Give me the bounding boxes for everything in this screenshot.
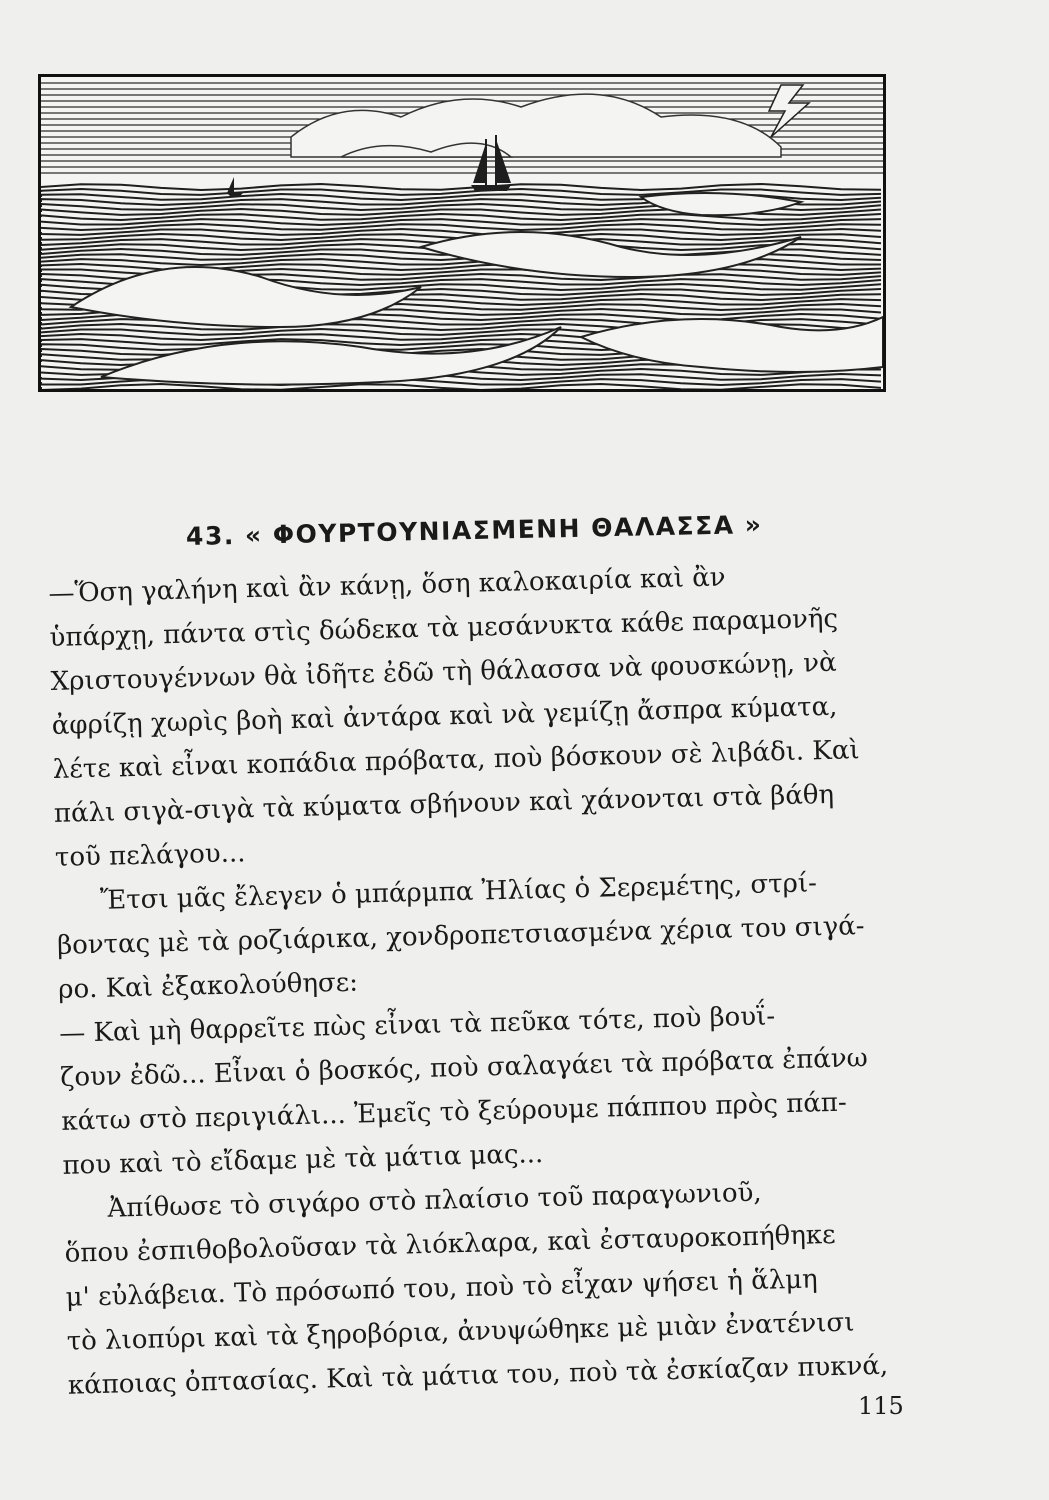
stormy-sea-illustration	[38, 74, 886, 392]
page-number: 115	[858, 1392, 904, 1420]
text-line: Χριστουγέννων θὰ ἰδῆτε ἐδῶ τὴ θάλασσα νὰ φουσκώνῃ, νὰ	[50, 647, 837, 697]
body-text	[48, 551, 928, 1408]
text-line: ὑπάρχῃ, πάντα στὶς δώδεκα τὰ μεσάνυκτα κάθε παραμονῆς	[49, 603, 839, 653]
text-line: πάλι σιγὰ-σιγὰ τὰ κύματα σβήνουν καὶ χάνονται στὰ βάθη	[53, 779, 835, 829]
text-line: που καὶ τὸ εἴδαμε μὲ τὰ μάτια μας...	[62, 1139, 544, 1181]
wave-crest-shape	[71, 267, 421, 327]
text-line: ἀφρίζῃ χωρὶς βοὴ καὶ ἀντάρα καὶ νὰ γεμίζῃ ἄσπρα κύματα,	[51, 691, 838, 741]
lightning-icon	[769, 85, 809, 137]
chapter-title: 43. « ΦΟΥΡΤΟΥΝΙΑΣΜΕΝΗ ΘΑΛΑΣΣΑ »	[185, 509, 763, 551]
text-line: — Καὶ μὴ θαρρεῖτε πὼς εἶναι τὰ πεῦκα τότε, ποὺ βουΐ-	[58, 1001, 776, 1049]
cloud-shape	[291, 94, 781, 157]
woodcut-sea-image	[41, 77, 883, 389]
text-line: Ἀπίθωσε τὸ σιγάρο στὸ πλαίσιο τοῦ παραγωνιοῦ,	[107, 1177, 762, 1224]
sea-hatch-line	[41, 189, 881, 195]
text-line: τοῦ πελάγου...	[54, 838, 246, 873]
text-line: λέτε καὶ εἶναι κοπάδια πρόβατα, ποὺ βόσκουν σὲ λιβάδι. Καὶ	[52, 735, 860, 785]
text-line: ζουν ἐδῶ... Εἶναι ὁ βοσκός, ποὺ σαλαγάει τὰ πρόβατα ἐπάνω	[59, 1043, 869, 1093]
text-line: βοντας μὲ τὰ ροζιάρικα, χονδροπετσιασμένα χέρια του σιγά-	[56, 911, 865, 961]
text-line: κάτω στὸ περιγιάλι... Ἐμεῖς τὸ ξεύρουμε πάππου πρὸς πάπ-	[61, 1087, 848, 1137]
text-line: ὅπου ἐσπιθοβολοῦσαν τὰ λιόκλαρα, καὶ ἐσταυροκοπήθηκε	[64, 1219, 836, 1269]
text-line: κάποιας ὀπτασίας. Καὶ τὰ μάτια του, ποὺ τὰ ἐσκίαζαν πυκνά,	[67, 1350, 889, 1401]
sea-hatch-line	[41, 384, 881, 389]
text-line: τὸ λιοπύρι καὶ τὰ ξηροβόρια, ἀνυψώθηκε μὲ μιὰν ἐνατένισι	[66, 1307, 855, 1357]
text-line: Ἔτσι μᾶς ἔλεγεν ὁ μπάρμπα Ἠλίας ὁ Σερεμέτης, στρί-	[99, 868, 818, 916]
text-line: —Ὅση γαλήνη καὶ ἂν κάνῃ, ὅση καλοκαιρία καὶ ἂν	[48, 562, 726, 609]
text-line: μ' εὐλάβεια. Τὸ πρόσωπό του, ποὺ τὸ εἶχαν ψήσει ἡ ἅλμη	[65, 1264, 819, 1313]
sea-hatch-line	[41, 214, 881, 220]
wave-crest-shape	[581, 317, 883, 372]
text-line: ρο. Καὶ ἐξακολούθησε:	[57, 967, 359, 1005]
